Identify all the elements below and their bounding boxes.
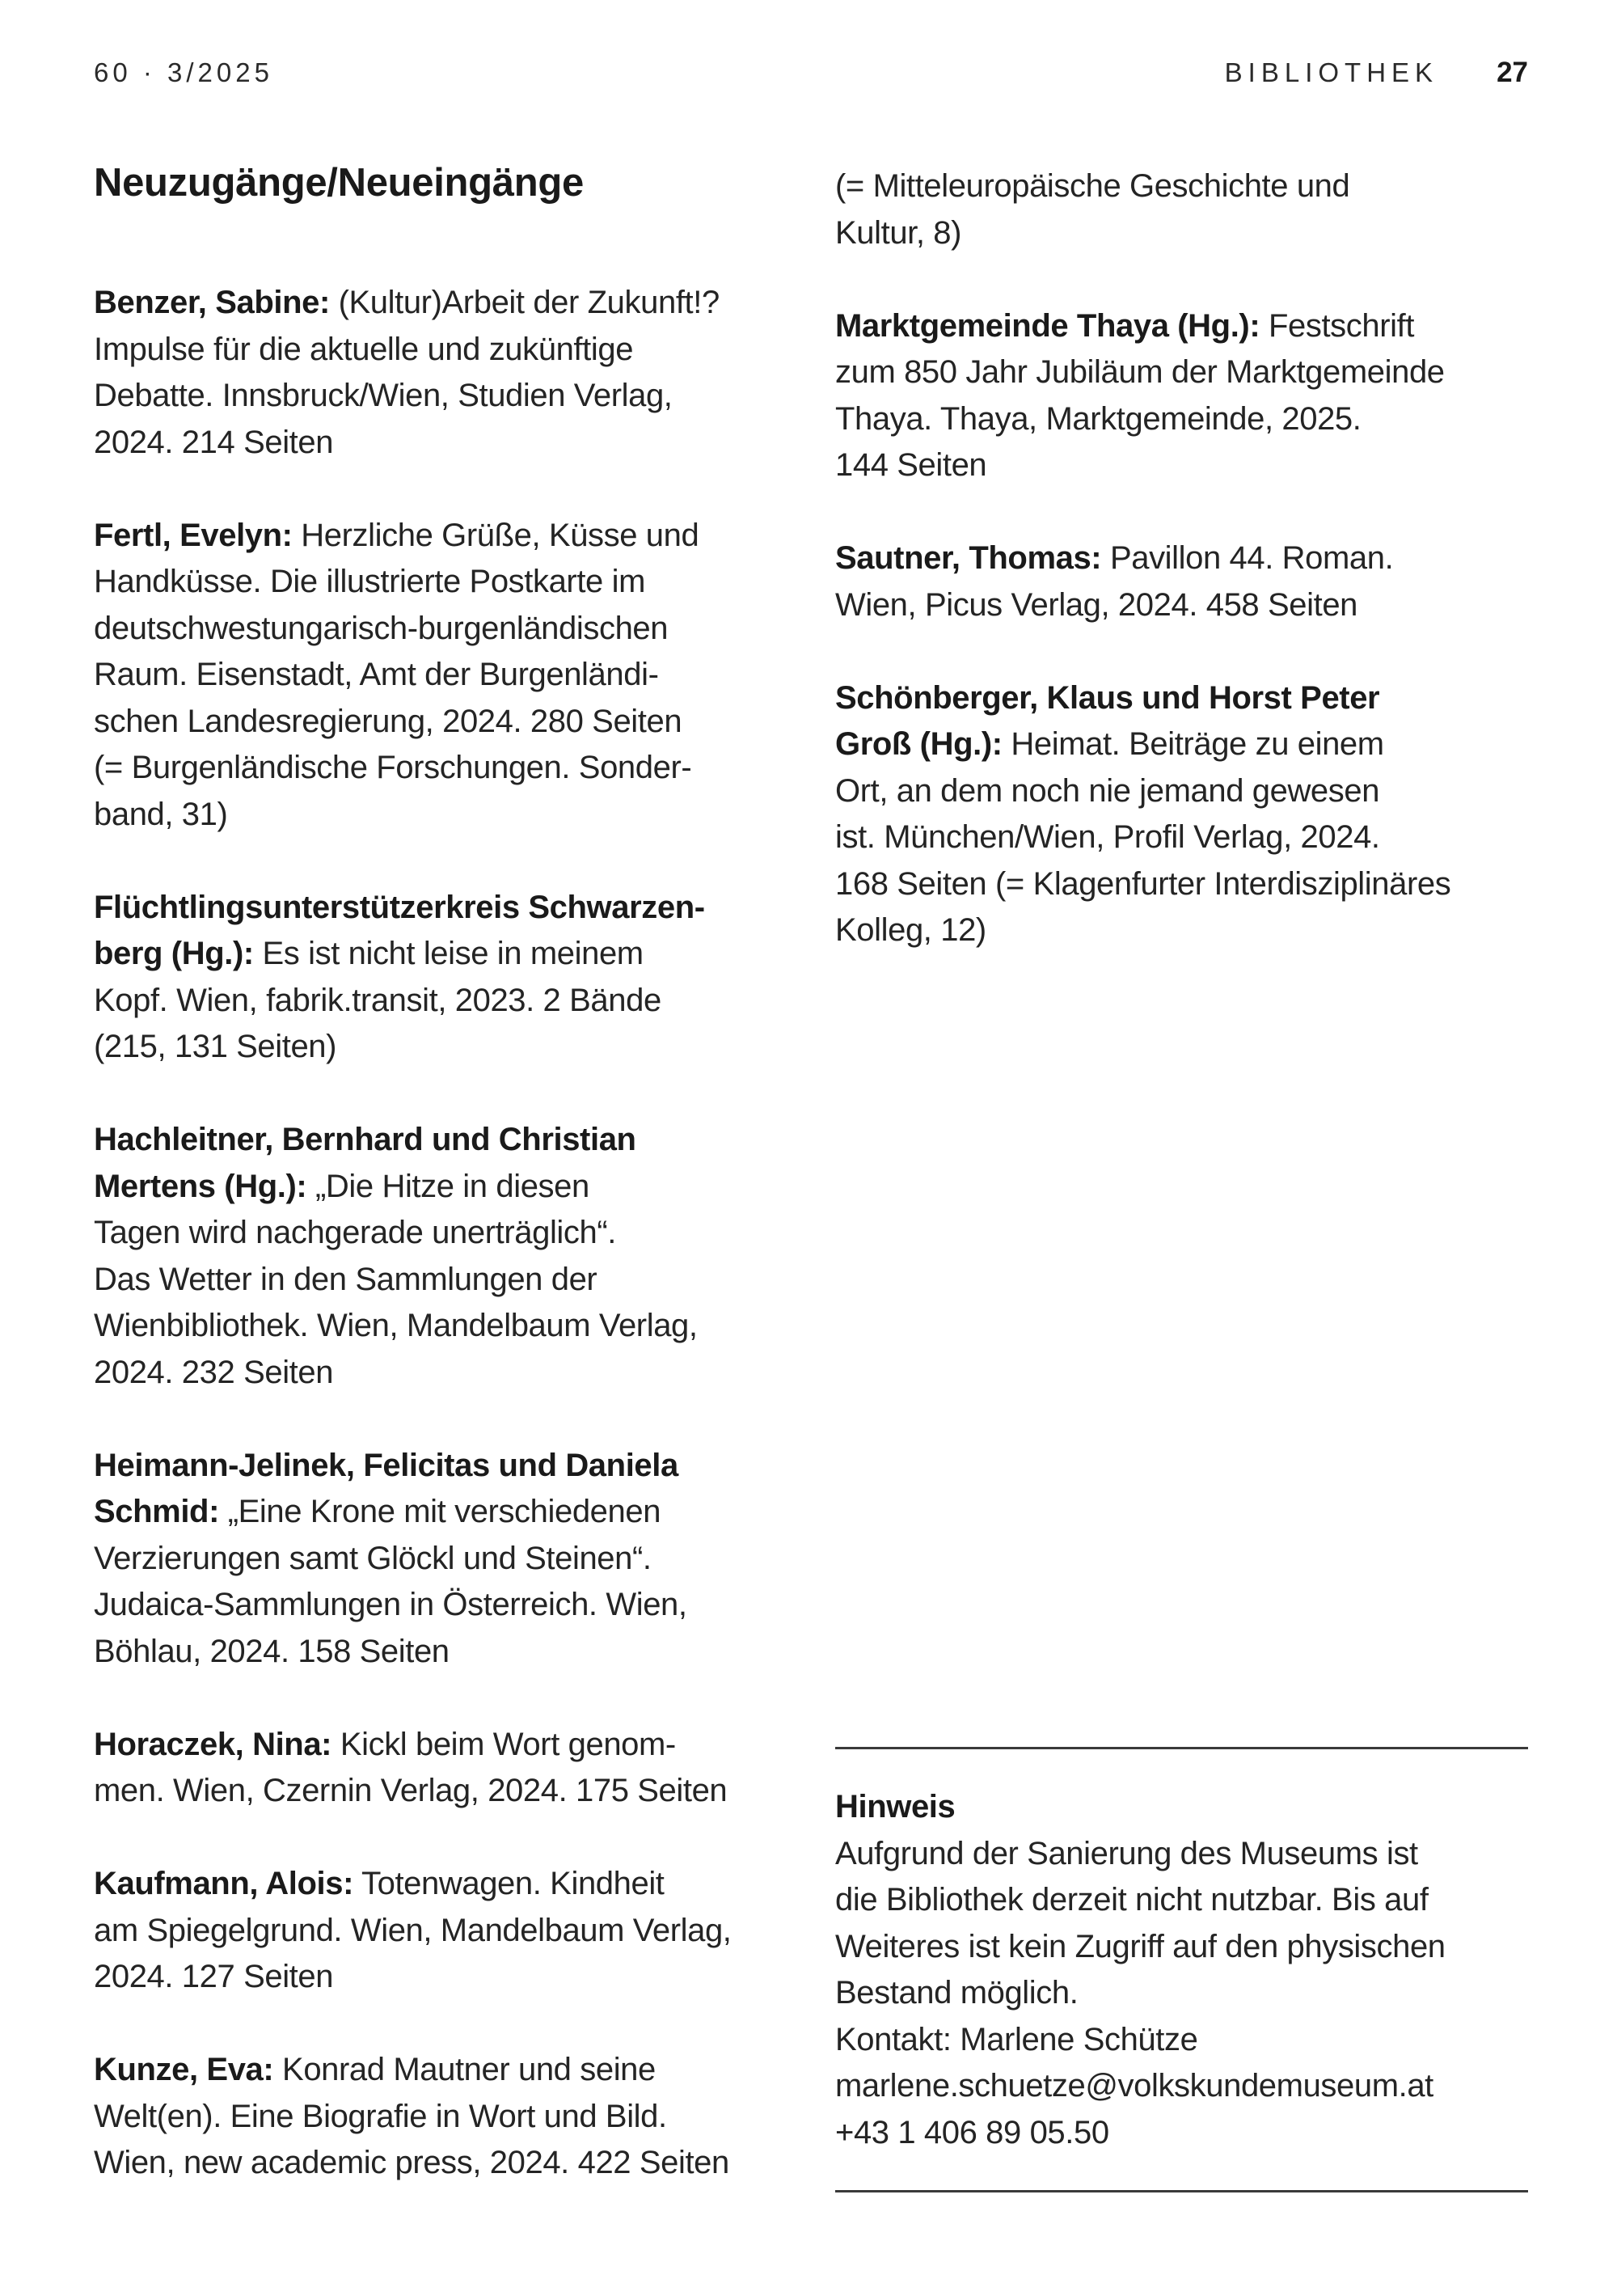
entry-author: Hachleitner, Bernhard und Christian <box>94 1122 636 1157</box>
entry-line: 2024. 127 Seiten <box>94 1959 334 1994</box>
book-entry <box>94 1722 805 1815</box>
entry-line <box>94 280 805 327</box>
book-entry <box>94 1117 805 1396</box>
book-entry <box>94 2047 805 2187</box>
entry-line: (= Mitteleuropäische Geschichte und <box>835 168 1350 204</box>
entry-line: Kopf. Wien, fabrik.transit, 2023. 2 Bände <box>94 982 661 1018</box>
notice-title: Hinweis <box>835 1789 956 1825</box>
entry-text: Kickl beim Wort genom- <box>331 1726 676 1762</box>
book-entry <box>94 1443 805 1676</box>
book-entry <box>94 280 805 466</box>
entry-text: Pavillon 44. Roman. <box>1101 540 1394 576</box>
book-entry <box>835 535 1530 628</box>
issue-label: 60 · 3/2025 <box>94 57 273 87</box>
entry-line: Judaica-Sammlungen in Österreich. Wien, <box>94 1587 687 1622</box>
entry-line: men. Wien, Czernin Verlag, 2024. 175 Seiten <box>94 1773 728 1808</box>
page-number: 27 <box>1497 57 1528 88</box>
entry-author: Horaczek, Nina: <box>94 1726 332 1762</box>
entry-author: Kaufmann, Alois: <box>94 1866 354 1901</box>
entry-line <box>94 931 805 978</box>
entry-text: Konrad Mautner und seine <box>273 2052 656 2087</box>
entry-line: band, 31) <box>94 796 228 832</box>
book-entry <box>94 513 805 839</box>
book-entry <box>835 675 1530 954</box>
book-entry <box>94 1861 805 2001</box>
entry-line: zum 850 Jahr Jubiläum der Marktgemeinde <box>835 354 1445 390</box>
entry-line: Welt(en). Eine Biografie in Wort und Bild. <box>94 2098 667 2134</box>
entry-line: Verzierungen samt Glöckl und Steinen“. <box>94 1540 652 1576</box>
book-entry <box>835 303 1530 489</box>
entry-line: Ort, an dem noch nie jemand gewesen <box>835 772 1380 809</box>
entry-author: Groß (Hg.): <box>835 726 1003 762</box>
entry-line: Tagen wird nachgerade unerträglich“. <box>94 1215 616 1250</box>
left-column <box>94 159 805 2233</box>
entry-author: Sautner, Thomas: <box>835 540 1102 576</box>
entry-line: Das Wetter in den Sammlungen der <box>94 1261 597 1297</box>
entry-line <box>835 721 1530 768</box>
entry-author: Kunze, Eva: <box>94 2052 274 2087</box>
entry-line: Wienbibliothek. Wien, Mandelbaum Verlag, <box>94 1308 698 1343</box>
entry-author: Mertens (Hg.): <box>94 1168 307 1204</box>
entry-line: Handküsse. Die illustrierte Postkarte im <box>94 564 646 599</box>
notice-line: Weiteres ist kein Zugriff auf den physischen <box>835 1928 1446 1964</box>
notice-line: Aufgrund der Sanierung des Museums ist <box>835 1835 1418 1871</box>
notice-line: Bestand möglich. <box>835 1975 1079 2011</box>
entry-line <box>94 1489 805 1536</box>
notice-body <box>835 1749 1528 2190</box>
entry-text: Herzliche Grüße, Küsse und <box>292 517 699 553</box>
entry-line <box>835 535 1530 582</box>
entry-line: am Spiegelgrund. Wien, Mandelbaum Verlag, <box>94 1912 732 1948</box>
entry-author: Marktgemeinde Thaya (Hg.): <box>835 307 1260 344</box>
entry-line: (215, 131 Seiten) <box>94 1029 337 1064</box>
entry-line: ist. München/Wien, Profil Verlag, 2024. <box>835 819 1380 855</box>
entry-text: „Eine Krone mit verschiedenen <box>219 1494 661 1529</box>
entry-line <box>835 303 1530 350</box>
entry-text: Festschrift <box>1260 307 1415 344</box>
notice-box <box>835 1747 1528 2192</box>
entry-line: Kultur, 8) <box>835 214 962 251</box>
entry-line: (= Burgenländische Forschungen. Sonder- <box>94 750 692 785</box>
entry-line: 144 Seiten <box>835 447 987 483</box>
entry-author: Benzer, Sabine: <box>94 285 330 320</box>
running-header-right <box>1225 57 1528 89</box>
contact-phone: +43 1 406 89 05.50 <box>835 2114 1109 2150</box>
entry-line <box>94 1164 805 1211</box>
entry-text: „Die Hitze in diesen <box>306 1168 589 1204</box>
entry-line: 2024. 232 Seiten <box>94 1354 334 1390</box>
entry-line: Böhlau, 2024. 158 Seiten <box>94 1633 450 1669</box>
entry-line: deutschwestungarisch-burgenländischen <box>94 610 669 646</box>
entry-author: Schönberger, Klaus und Horst Peter <box>835 679 1380 716</box>
entry-author: Fertl, Evelyn: <box>94 517 293 553</box>
entry-line: Raum. Eisenstadt, Amt der Burgenländi- <box>94 657 659 692</box>
entry-author: Schmid: <box>94 1494 219 1529</box>
entry-line: Wien, Picus Verlag, 2024. 458 Seiten <box>835 586 1358 623</box>
entry-line: Impulse für die aktuelle und zukünftige <box>94 331 634 367</box>
entry-line <box>94 513 805 560</box>
entry-author: Flüchtlingsunterstützerkreis Schwarzen- <box>94 889 705 925</box>
entry-line <box>94 1722 805 1769</box>
book-entry <box>94 885 805 1071</box>
section-label: BIBLIOTHEK <box>1224 57 1439 87</box>
entry-line: 168 Seiten (= Klagenfurter Interdisziplinäres <box>835 865 1451 902</box>
entry-line: schen Landesregierung, 2024. 280 Seiten <box>94 703 682 739</box>
entry-line: Thaya. Thaya, Marktgemeinde, 2025. <box>835 400 1362 437</box>
entry-line <box>94 1861 805 1908</box>
right-column <box>835 163 1530 1000</box>
contact-name: Kontakt: Marlene Schütze <box>835 2021 1198 2057</box>
entry-line: Wien, new academic press, 2024. 422 Seiten <box>94 2145 729 2180</box>
entry-continuation <box>835 163 1530 256</box>
contact-email-link[interactable]: marlene.schuetze@volkskundemuseum.at <box>835 2068 1433 2104</box>
page-title: Neuzugänge/Neueingänge <box>94 161 584 205</box>
entry-line <box>94 2047 805 2094</box>
entry-text: (Kultur)Arbeit der Zukunft!? <box>329 285 720 320</box>
entry-line: 2024. 214 Seiten <box>94 424 334 460</box>
entry-line: Debatte. Innsbruck/Wien, Studien Verlag, <box>94 378 673 413</box>
entry-author: Heimann-Jelinek, Felicitas und Daniela <box>94 1447 678 1483</box>
entry-text: Totenwagen. Kindheit <box>353 1866 665 1901</box>
entry-text: Es ist nicht leise in meinem <box>253 936 644 971</box>
notice-line: die Bibliothek derzeit nicht nutzbar. Bis auf <box>835 1882 1429 1918</box>
entry-author: berg (Hg.): <box>94 936 254 971</box>
divider-bottom <box>835 2190 1528 2192</box>
entry-line: Kolleg, 12) <box>835 912 986 948</box>
entry-text: Heimat. Beiträge zu einem <box>1002 726 1384 762</box>
